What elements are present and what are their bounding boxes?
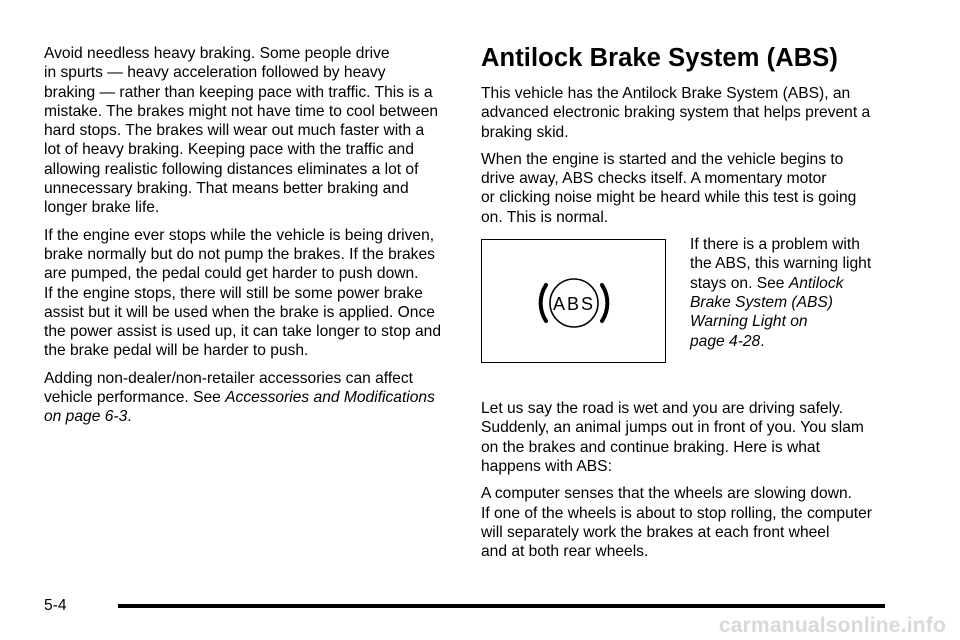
text-line: happens with ABS:	[481, 457, 612, 475]
abs-warning-light-reference-link[interactable]: Brake System (ABS)	[690, 293, 833, 311]
abs-warning-light-icon	[482, 240, 667, 364]
paragraph-heavy-braking	[44, 44, 454, 218]
text-line: If the engine ever stops while the vehicle is being driven,	[44, 226, 435, 244]
text-line: are pumped, the pedal could get harder to push down.	[44, 265, 419, 283]
text-line: brake normally but do not pump the brakes. If the brakes	[44, 245, 435, 263]
text-line	[690, 312, 910, 331]
text-line: A computer senses that the wheels are slowing down.	[481, 485, 852, 503]
abs-warning-light-page-link[interactable]: page 4-28	[690, 332, 761, 350]
accessories-page-reference-link[interactable]: on page 6-3	[44, 408, 128, 426]
abs-warning-light-figure	[481, 239, 666, 363]
text-fragment: stays on. See	[690, 274, 789, 292]
text-line: on. This is normal.	[481, 208, 609, 226]
text-line	[44, 407, 454, 426]
paragraph-wet-road-example	[481, 399, 921, 476]
text-line: If there is a problem with	[690, 236, 860, 254]
text-line: the ABS, this warning light	[690, 255, 872, 273]
text-line: the power assist is used up, it can take longer to stop and	[44, 323, 442, 341]
text-line	[690, 332, 910, 351]
text-line: Let us say the road is wet and you are driving safely.	[481, 400, 844, 418]
text-line: or clicking noise might be heard while this test is going	[481, 189, 857, 207]
abs-icon-text: ABS	[552, 294, 596, 315]
paragraph-engine-stops	[44, 226, 454, 361]
paragraph-abs-intro	[481, 84, 921, 142]
text-line: drive away, ABS checks itself. A momentary motor	[481, 170, 827, 188]
text-line: allowing realistic following distances eliminates a lot of	[44, 160, 419, 178]
section-heading: Antilock Brake System (ABS)	[481, 44, 838, 72]
text-line: This vehicle has the Antilock Brake System (ABS), an	[481, 85, 851, 102]
paragraph-abs-self-check	[481, 150, 921, 227]
text-line: braking skid.	[481, 123, 569, 141]
text-line: will separately work the brakes at each front wheel	[481, 523, 830, 541]
text-line: on the brakes and continue braking. Here is what	[481, 438, 820, 456]
accessories-reference-link[interactable]: Accessories and Modifications	[225, 389, 435, 407]
text-line: and at both rear wheels.	[481, 543, 649, 561]
text-line: lot of heavy braking. Keeping pace with the traffic and	[44, 141, 414, 159]
text-line: braking — rather than keeping pace with traffic. This is a	[44, 83, 433, 101]
text-line: If the engine stops, there will still be some power brake	[44, 284, 423, 302]
watermark: carmanualsonline.info	[718, 614, 946, 637]
page-number: 5-4	[44, 597, 67, 614]
left-column	[44, 44, 454, 435]
text-fragment: .	[760, 332, 765, 350]
paragraph-accessories	[44, 369, 454, 427]
text-line: Adding non-dealer/non-retailer accessories can affect	[44, 369, 413, 387]
paragraph-computer-senses	[481, 484, 921, 561]
text-fragment: vehicle performance. See	[44, 389, 226, 407]
abs-warning-row	[481, 235, 921, 383]
text-line: mistake. The brakes might not have time to cool between	[44, 102, 439, 120]
text-line: hard stops. The brakes will wear out much faster with a	[44, 122, 425, 140]
text-fragment: .	[127, 408, 132, 426]
text-line: unnecessary braking. That means better braking and	[44, 180, 409, 198]
text-line: If one of the wheels is about to stop rolling, the computer	[481, 504, 872, 522]
paragraph-abs-warning	[690, 235, 910, 351]
text-line: assist but it will be used when the brake is applied. Once	[44, 303, 435, 321]
text-line: Suddenly, an animal jumps out in front of you. You slam	[481, 419, 864, 437]
text-line: the brake pedal will be harder to push.	[44, 342, 309, 360]
text-line: advanced electronic braking system that helps prevent a	[481, 104, 871, 122]
abs-warning-light-reference-link[interactable]: Antilock	[788, 274, 844, 292]
text-line	[44, 388, 454, 407]
abs-warning-description	[690, 235, 910, 351]
text-line	[690, 293, 910, 312]
text-line: Avoid needless heavy braking. Some people drive	[44, 45, 390, 62]
text-line	[690, 274, 910, 293]
footer-divider	[118, 604, 885, 608]
text-line: in spurts — heavy acceleration followed by heavy	[44, 64, 386, 82]
right-column	[481, 44, 921, 569]
abs-warning-light-reference-link[interactable]: Warning Light on	[690, 313, 808, 331]
text-line: When the engine is started and the vehicle begins to	[481, 150, 844, 168]
text-line: longer brake life.	[44, 199, 160, 217]
